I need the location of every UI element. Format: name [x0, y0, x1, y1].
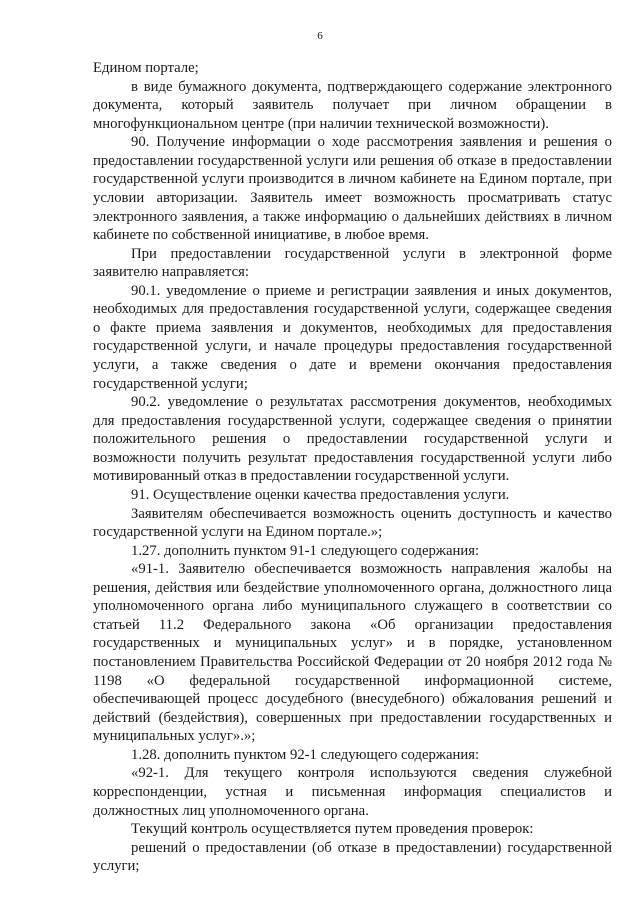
paragraph-item-91: 91. Осуществление оценки качества предоставления услуги.	[131, 486, 510, 503]
paragraph-item-91-1: «91-1. Заявителю обеспечивается возможность направления жалобы на решения, действия или бездействие уполномоченного органа, должностного лица уполномоченного органа либо муниципального служащего в соответствии со статьей 11.2 Федерального закона «Об организации предоставления государственных и муниципальных услуг» и в порядке, установленном постановлением Правительства Российской Федерации от 20 ноября 2012 года № 1198 «О федеральной государственной информационной системе, обеспечивающей процесс досудебного (внесудебного) обжалования решений и действий (бездействия), совершенных при предоставлении государственных и муниципальных услуг».»;	[93, 561, 612, 745]
paragraph-paper-document: в виде бумажного документа, подтверждающего содержание электронного документа, который заявитель получает при личном обращении в многофункциональном центре (при наличии технической возможности).	[93, 78, 612, 132]
document-body	[93, 59, 612, 876]
paragraph-item-90-2: 90.2. уведомление о результатах рассмотрения документов, необходимых для предоставления государственной услуги, содержащее сведения о принятии положительного решения о предоставлении государственной услуги и возможности получить результат предоставления государственной услуги либо мотивированный отказ в предоставлении государственной услуги.	[93, 394, 612, 485]
paragraph-electronic-form: При предоставлении государственной услуги в электронной форме заявителю направляется:	[93, 245, 612, 281]
paragraph-item-1-27: 1.27. дополнить пунктом 91-1 следующего содержания:	[131, 542, 480, 559]
paragraph-item-92-1: «92-1. Для текущего контроля используются сведения служебной корреспонденции, устная и письменная информация специалистов и должностных лиц уполномоченного органа.	[93, 765, 612, 819]
paragraph-quality-assessment: Заявителям обеспечивается возможность оценить доступность и качество государственной услуги на Едином портале.»;	[93, 505, 612, 541]
paragraph-continuation: Едином портале;	[93, 60, 199, 76]
page-number: 6	[317, 30, 323, 42]
paragraph-current-control: Текущий контроль осуществляется путем проведения проверок:	[131, 821, 534, 838]
paragraph-item-90: 90. Получение информации о ходе рассмотрения заявления и решения о предоставлении государственной услуги или решения об отказе в предоставлении государственной услуги производится в личном кабинете на Едином портале, при условии авторизации. Заявитель имеет возможность просматривать статус электронного заявления, а также информацию о дальнейших действиях в личном кабинете по собственной инициативе, в любое время.	[93, 134, 612, 244]
paragraph-item-1-28: 1.28. дополнить пунктом 92-1 следующего содержания:	[131, 746, 480, 763]
paragraph-item-90-1: 90.1. уведомление о приеме и регистрации заявления и иных документов, необходимых для предоставления государственной услуги, содержащее сведения о факте приема заявления и документов, необходимых для предоставления государственной услуги, и начале процедуры предоставления государственной услуги, а также сведения о дате и времени окончания предоставления государственной услуги;	[93, 282, 612, 392]
paragraph-decisions: решений о предоставлении (об отказе в предоставлении) государственной услуги;	[93, 839, 612, 875]
